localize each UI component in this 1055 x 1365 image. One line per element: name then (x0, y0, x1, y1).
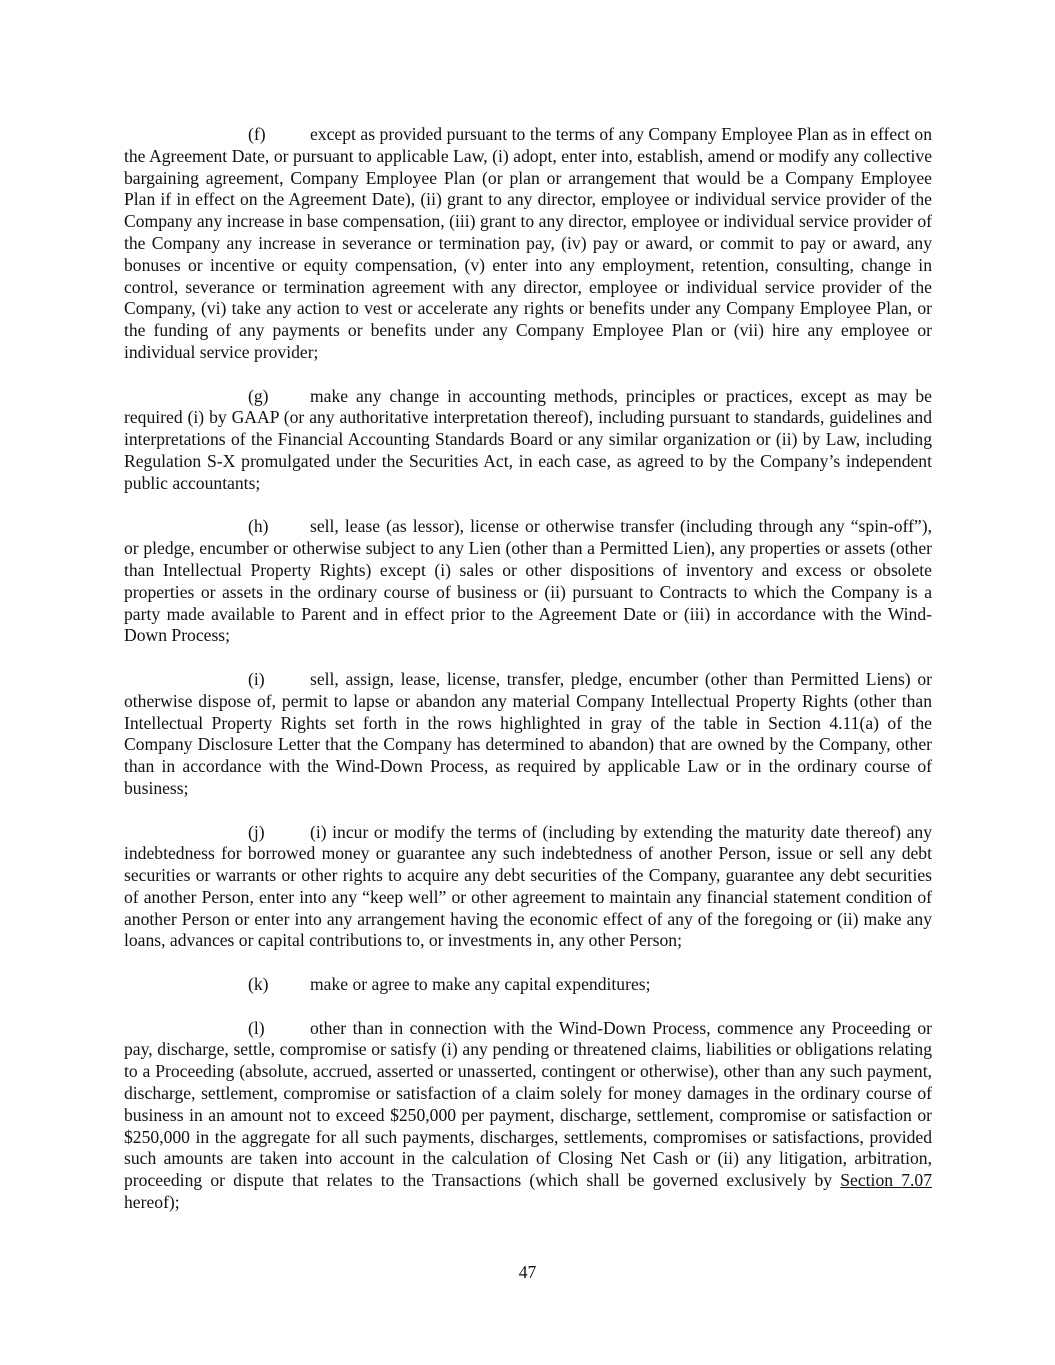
paragraph-label: (l) (248, 1017, 265, 1038)
paragraph-g (124, 386, 932, 495)
paragraph-i (124, 669, 932, 800)
paragraph-label: (j) (248, 821, 265, 842)
paragraph-text: other than in connection with the Wind-Down Process, commence any Proceeding or pay, discharge, settle, compromise or satisfy (i) any pending or threatened claims, liabilities or obligations relating to a Proceeding (absolute, accrued, asserted or unasserted, contingent or otherwise), other than any such payment, discharge, settlement, compromise or satisfaction of a claim solely for money damages in the ordinary course of business in an amount not to exceed $250,000 per payment, discharge, settlement, compromise or satisfaction or $250,000 in the aggregate for all such payments, discharges, settlements, compromises or satisfactions, provided such amounts are taken into account in the calculation of Closing Net Cash or (ii) any litigation, arbitration, proceeding or dispute that relates to the Transactions (which shall be governed exclusively by (124, 1017, 932, 1191)
page-number: 47 (518, 1262, 537, 1282)
paragraph-text: except as provided pursuant to the terms of any Company Employee Plan as in effect on the Agreement Date, or pursuant to applicable Law, (i) adopt, enter into, establish, amend or modify any collective bargaining agreement, Company Employee Plan (or plan or arrangement that would be a Company Employee Plan if in effect on the Agreement Date), (ii) grant to any director, employee or individual service provider of the Company any increase in base compensation, (iii) grant to any director, employee or individual service provider of the Company any increase in severance or termination pay, (iv) pay or award, or commit to pay or award, any bonuses or incentive or equity compensation, (v) enter into any employment, retention, consulting, change in control, severance or termination agreement with any director, employee or individual service provider of the Company, (vi) take any action to vest or accelerate any rights or benefits under any Company Employee Plan, or the funding of any payments or benefits under any Company Employee Plan or (vii) hire any employee or individual service provider; (124, 124, 932, 362)
paragraph-text: sell, assign, lease, license, transfer, pledge, encumber (other than Permitted Liens) or otherwise dispose of, permit to lapse or abandon any material Company Intellectual Property Rights (other than Intellectual Property Rights set forth in the rows highlighted in gray of the table in Section 4.11(a) of the Company Disclosure Letter that the Company has determined to abandon) that are owned by the Company, other than in accordance with the Wind-Down Process, as required by applicable Law or in the ordinary course of business; (124, 668, 932, 798)
document-page (124, 124, 932, 1214)
paragraph-label: (i) (248, 668, 265, 689)
paragraph-label: (k) (248, 974, 269, 995)
paragraph-text: make any change in accounting methods, principles or practices, except as may be required (i) by GAAP (or any authoritative interpretation thereof), including pursuant to standards, guidelines and interpretations of the Financial Accounting Standards Board or any similar organization or (ii) by Law, including Regulation S-X promulgated under the Securities Act, in each case, as agreed to by the Company’s independent public accountants; (124, 385, 932, 493)
paragraph-label: (f) (248, 124, 266, 144)
paragraph-l (124, 1018, 932, 1214)
section-reference-link[interactable]: Section 7.07 (840, 1170, 932, 1191)
paragraph-text: (i) incur or modify the terms of (including by extending the maturity date thereof) any indebtedness for borrowed money or guarantee any such indebtedness of another Person, issue or sell any debt securities or warrants or other rights to acquire any debt securities of the Company, guarantee any debt securities of another Person, enter into any “keep well” or other agreement to maintain any financial statement condition of another Person or enter into any arrangement having the economic effect of any of the foregoing or (ii) make any loans, advances or capital contributions to, or investments in, any other Person; (124, 821, 932, 951)
paragraph-j (124, 822, 932, 953)
paragraph-label: (h) (248, 516, 269, 537)
paragraph-k (124, 974, 932, 996)
paragraph-text: make or agree to make any capital expenditures; (310, 974, 651, 995)
paragraph-label: (g) (248, 385, 269, 406)
paragraph-f (124, 124, 932, 364)
paragraph-h (124, 516, 932, 647)
paragraph-text: sell, lease (as lessor), license or otherwise transfer (including through any “spin-off”), or pledge, encumber or otherwise subject to any Lien (other than a Permitted Lien), any properties or assets (other than Intellectual Property Rights) except (i) sales or other dispositions of inventory and excess or obsolete properties or assets in the ordinary course of business or (ii) pursuant to Contracts to which the Company is a party made available to Parent and in effect prior to the Agreement Date or (iii) in accordance with the Wind-Down Process; (124, 516, 932, 646)
paragraph-tail: hereof); (124, 1192, 180, 1213)
